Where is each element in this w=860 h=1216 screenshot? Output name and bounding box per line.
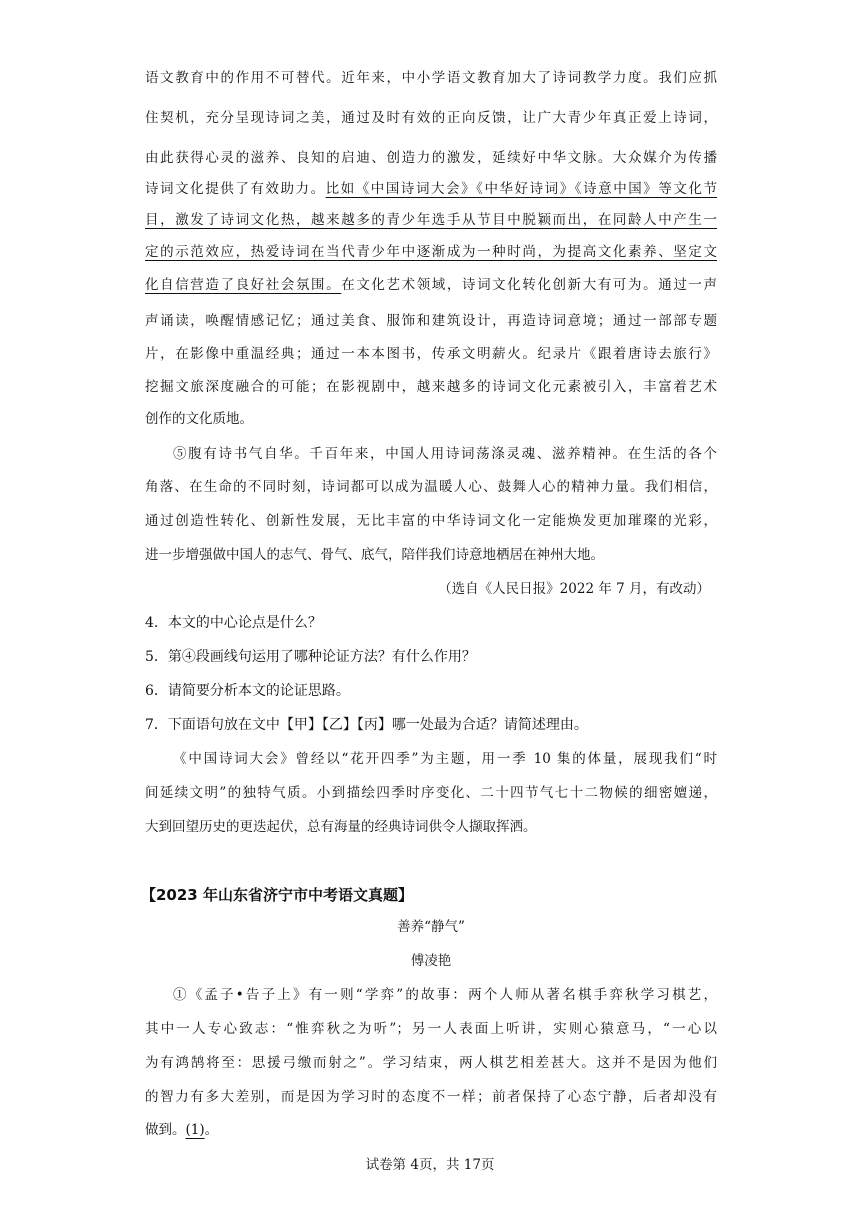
paragraph-text: 。 xyxy=(204,1122,219,1138)
section-title: 【2023 年山东省济宁市中考语文真题】 xyxy=(141,886,413,904)
paragraph-5-line: 进一步增强做中国人的志气、骨气、底气，陪伴我们诗意地栖居在神州大地。 xyxy=(145,547,604,563)
question-6: 6．请简要分析本文的论证思路。 xyxy=(145,683,350,699)
blank-1: (1) xyxy=(185,1122,205,1138)
passage-line: 住契机，充分呈现诗词之美，通过及时有效的正向反馈，让广大青少年真正爱上诗词， xyxy=(145,110,717,126)
underlined-sentence: 比如《中国诗词大会》《中华好诗词》《诗意中国》等文化节 xyxy=(325,181,718,197)
passage-text: 诗词文化提供了有效助力。 xyxy=(145,181,326,197)
paragraph-text: 做到。 xyxy=(145,1122,186,1138)
question-7-text: 间延续文明”的独特气质。小到描绘四季时序变化、二十四节气七十二物候的细密嬗递， xyxy=(145,785,717,801)
source-citation: （选自《人民日报》2022 年 7 月，有改动） xyxy=(438,581,710,597)
page-footer: 试卷第 4页，共 17页 xyxy=(365,1157,495,1173)
question-7-text: 大到回望历史的更迭起伏，总有海量的经典诗词供令人撷取挥洒。 xyxy=(145,819,537,835)
paragraph-5-line: 角落、在生命的不同时刻，诗词都可以成为温暖人心、鼓舞人心的精神力量。我们相信， xyxy=(145,479,717,495)
article-title: 善养“静气” xyxy=(397,919,465,935)
article-paragraph-1-line: 其中一人专心致志：“惟弈秋之为听”；另一人表面上听讲，实则心猿意马，“一心以 xyxy=(145,1021,717,1037)
underlined-sentence: 定的示范效应，热爱诗词在当代青少年中逐渐成为一种时尚，为提高文化素养、坚定文 xyxy=(145,244,717,260)
article-paragraph-1-line: 为有鸿鹄将至：思援弓缴而射之”。学习结束，两人棋艺相差甚大。这并不是因为他们 xyxy=(145,1055,717,1071)
paragraph-5-line: ⑤腹有诗书气自华。千百年来，中国人用诗词荡涤灵魂、滋养精神。在生活的各个 xyxy=(173,446,717,462)
passage-line xyxy=(145,271,717,299)
passage-line: 挖掘文旅深度融合的可能；在影视剧中，越来越多的诗词文化元素被引入，丰富着艺术 xyxy=(145,379,717,395)
passage-text: 在文化艺术领域，诗词文化转化创新大有可为。通过一声 xyxy=(341,277,718,293)
passage-line: 声诵读，唤醒情感记忆；通过美食、服饰和建筑设计，再造诗词意境；通过一部部专题 xyxy=(145,313,717,329)
passage-line: 由此获得心灵的滋养、良知的启迪、创造力的激发，延续好中华文脉。大众媒介为传播 xyxy=(145,150,717,166)
article-paragraph-1-line: 的智力有多大差别，而是因为学习时的态度不一样；前者保持了心态宁静，后者却没有 xyxy=(145,1089,717,1105)
passage-line: 创作的文化质地。 xyxy=(145,411,253,427)
underlined-sentence: 化自信营造了良好社会氛围。 xyxy=(145,277,342,293)
article-paragraph-1-line xyxy=(145,1116,717,1144)
question-4: 4．本文的中心论点是什么？ xyxy=(145,615,322,631)
question-5: 5．第④段画线句运用了哪种论证方法？有什么作用？ xyxy=(145,649,476,665)
passage-line: 片，在影像中重温经典；通过一本本图书，传承文明薪火。纪录片《跟着唐诗去旅行》 xyxy=(145,346,717,362)
passage-line: 语文教育中的作用不可替代。近年来，中小学语文教育加大了诗词教学力度。我们应抓 xyxy=(145,70,717,86)
question-7: 7．下面语句放在文中【甲】【乙】【丙】哪一处最为合适？请简述理由。 xyxy=(145,717,588,733)
passage-line xyxy=(145,175,717,203)
underlined-sentence: 目，激发了诗词文化热，越来越多的青少年选手从节目中脱颖而出，在同龄人中产生一 xyxy=(145,212,717,228)
article-author: 傅凌艳 xyxy=(410,953,452,969)
article-paragraph-1-line: ①《孟子•告子上》有一则“学弈”的故事：两个人师从著名棋手弈秋学习棋艺， xyxy=(173,987,717,1003)
question-7-text: 《中国诗词大会》曾经以“花开四季”为主题，用一季 10 集的体量，展现我们“时 xyxy=(173,751,717,767)
paragraph-5-line: 通过创造性转化、创新性发展，无比丰富的中华诗词文化一定能焕发更加璀璨的光彩， xyxy=(145,513,717,529)
